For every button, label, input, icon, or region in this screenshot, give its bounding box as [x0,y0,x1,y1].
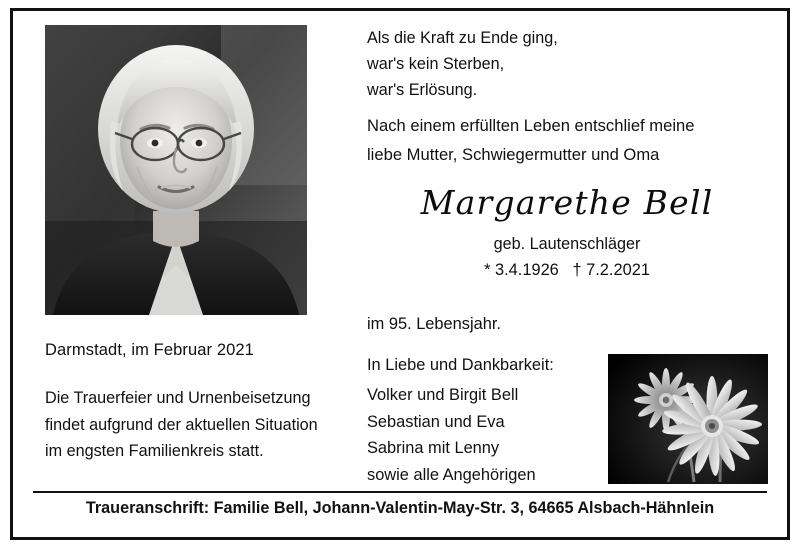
intro-line-2: liebe Mutter, Schwiegermutter und Oma [367,145,660,164]
maiden-name: geb. Lautenschläger [493,235,641,253]
family-line-2: Sebastian und Eva [367,412,505,431]
ceremony-line-1: Die Trauerfeier und Urnenbeisetzung [45,389,311,407]
gratitude-heading: In Liebe und Dankbarkeit: [367,356,554,374]
portrait-photo [45,25,307,315]
ceremony-note [45,385,345,465]
page-border [10,8,790,540]
family-line-1: Volker und Birgit Bell [367,386,519,404]
obituary-content [13,11,787,537]
family-list [367,382,617,488]
family-line-4: sowie alle Angehörigen [367,465,536,484]
verse-line-1: Als die Kraft zu Ende ging, [367,29,558,47]
age-line: im 95. Lebensjahr. [367,315,501,333]
family-line-3: Sabrina mit Lenny [367,439,500,457]
ceremony-line-2: findet aufgrund der aktuellen Situation [45,415,318,434]
deceased-name: Margarethe Bell [420,183,714,222]
verse-line-2: war's kein Sterben, [367,55,505,73]
birth-death-dates: * 3.4.1926 † 7.2.2021 [484,261,650,279]
verse-line-3: war's Erlösung. [367,81,478,99]
flower-photo [608,354,768,484]
footer-divider [33,491,767,493]
verse [367,25,767,103]
intro-line-1: Nach einem erfüllten Leben entschlief meine [367,116,695,135]
ceremony-line-3: im engsten Familienkreis statt. [45,442,264,460]
place-and-date: Darmstadt, im Februar 2021 [45,341,254,359]
intro-text [367,111,767,169]
footer-address: Traueranschrift: Familie Bell, Johann-Valentin-May-Str. 3, 64665 Alsbach-Hähnlein [85,499,715,517]
